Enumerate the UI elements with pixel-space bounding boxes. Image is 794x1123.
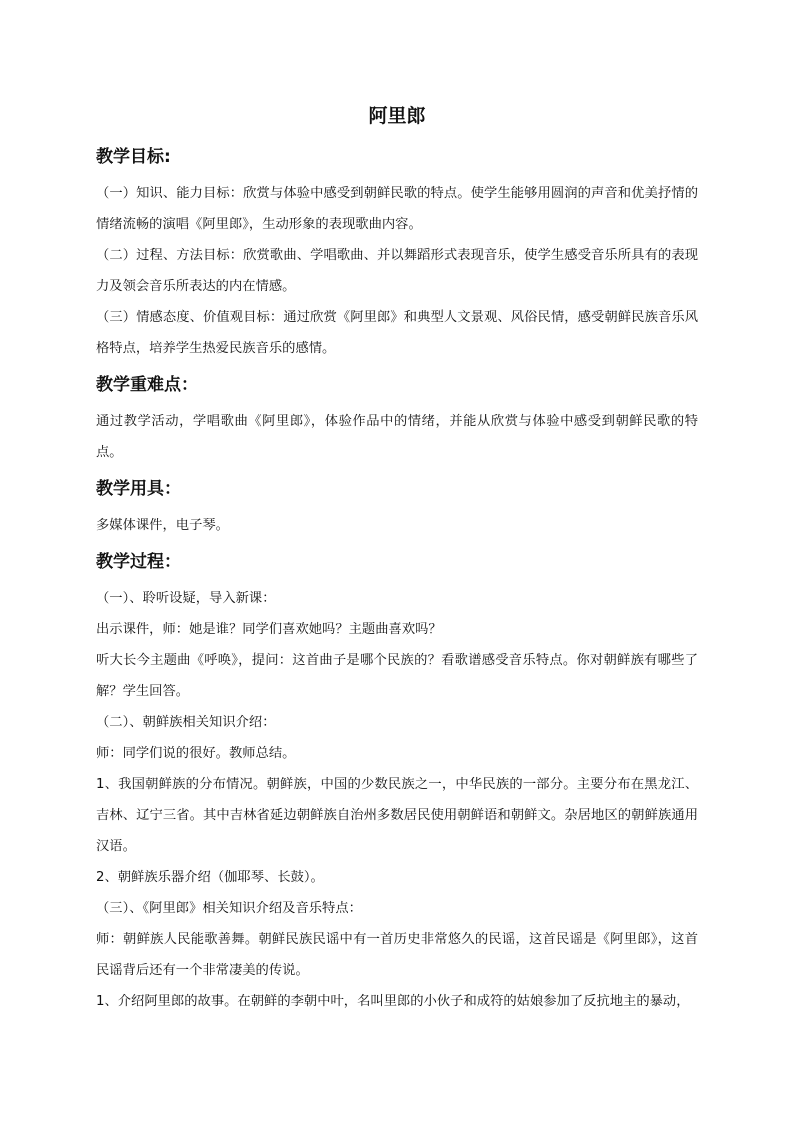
paragraph: 出示课件，师：她是谁？同学们喜欢她吗？主题曲喜欢吗？: [96, 622, 442, 637]
section-heading: 教学过程：: [96, 552, 181, 572]
section-heading: 教学用具：: [96, 479, 181, 499]
section-teaching-process: [96, 549, 698, 1017]
paragraph: 1、介绍阿里郎的故事。在朝鲜的李朝中叶，名叫里郎的小伙子和成符的姑娘参加了反抗地主的暴动，: [96, 994, 690, 1009]
paragraph: （三）情感态度、价值观目标：通过欣赏《阿里郎》和典型人文景观、风俗民情，感受朝鲜民族音乐风格特点，培养学生热爱民族音乐的感情。: [96, 310, 698, 356]
paragraph: （一）知识、能力目标：欣赏与体验中感受到朝鲜民歌的特点。使学生能够用圆润的声音和优美抒情的情绪流畅的演唱《阿里郎》，生动形象的表现歌曲内容。: [96, 186, 698, 232]
paragraph: （三）、《阿里郎》相关知识介绍及音乐特点：: [96, 901, 362, 916]
section-teaching-aids: [96, 476, 698, 541]
paragraph: 多媒体课件，电子琴。: [96, 518, 229, 533]
section-heading: 教学目标:: [96, 147, 171, 167]
paragraph: 1、我国朝鲜族的分布情况。朝鲜族，中国的少数民族之一，中华民族的一部分。主要分布在黑龙江、吉林、辽宁三省。其中吉林省延边朝鲜族自治州多数居民使用朝鲜语和朝鲜文。杂居地区的朝鲜族通用汉语。: [96, 777, 698, 854]
document-title: 阿里郎: [368, 105, 426, 127]
paragraph: 师：同学们说的很好。教师总结。: [96, 746, 296, 761]
section-objectives: [96, 144, 698, 364]
paragraph: 通过教学活动，学唱歌曲《阿里郎》，体验作品中的情绪，并能从欣赏与体验中感受到朝鲜民歌的特点。: [96, 414, 698, 460]
paragraph: （二）、朝鲜族相关知识介绍：: [96, 715, 276, 730]
paragraph: 听大长今主题曲《呼唤》，提问：这首曲子是哪个民族的？看歌谱感受音乐特点。你对朝鲜族有哪些了解？学生回答。: [96, 653, 698, 699]
paragraph: （一）、聆听设疑，导入新课：: [96, 591, 276, 606]
section-key-points: [96, 372, 698, 468]
paragraph: 师：朝鲜族人民能歌善舞。朝鲜民族民谣中有一首历史非常悠久的民谣，这首民谣是《阿里郎》，这首民谣背后还有一个非常凄美的传说。: [96, 932, 698, 978]
section-heading: 教学重难点：: [96, 375, 198, 395]
paragraph: 2、朝鲜族乐器介绍（伽耶琴、长鼓）。: [96, 870, 324, 885]
paragraph: （二）过程、方法目标：欣赏歌曲、学唱歌曲、并以舞蹈形式表现音乐，使学生感受音乐所具有的表现力及领会音乐所表达的内在情感。: [96, 248, 698, 294]
